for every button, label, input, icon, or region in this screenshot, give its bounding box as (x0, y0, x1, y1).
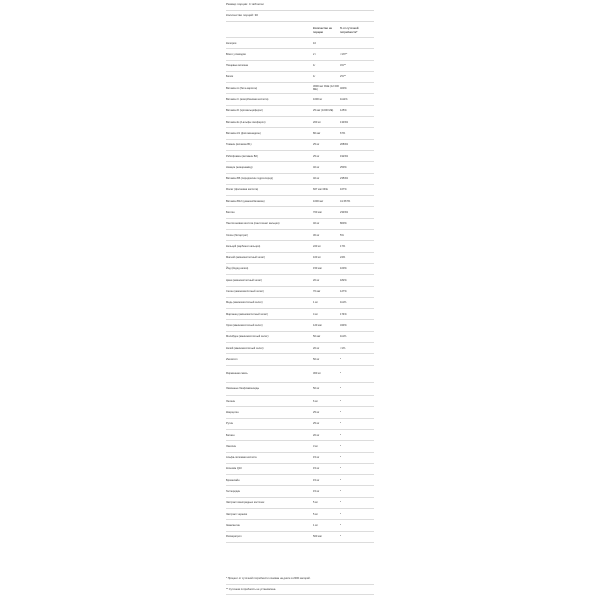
nutrient-name: Марганец (аминокислотный хелат) (226, 309, 313, 320)
daily-value-percent: 182% (340, 275, 374, 286)
daily-value-percent: * (340, 396, 374, 407)
daily-value-percent: 1923% (340, 150, 374, 161)
amount-per-serving: 3 мг (313, 441, 340, 452)
amount-per-serving: 1г (313, 60, 340, 71)
daily-value-percent: 17% (340, 241, 374, 252)
daily-value-percent: 111% (340, 297, 374, 308)
daily-value-percent: 24% (340, 252, 374, 263)
amount-per-serving: 50 мкг (313, 331, 340, 342)
amount-per-serving: 1 мг (313, 520, 340, 531)
nutrient-name: Витамин D (эргокальциферол) (226, 105, 313, 116)
table-row (226, 128, 374, 139)
amount-per-serving: 40 мг (313, 173, 340, 184)
nutrient-name: Витамин К1 (фитоменадион) (226, 128, 313, 139)
amount-per-serving: 70 мкг (313, 286, 340, 297)
table-row (226, 520, 374, 531)
nutrient-name: Витамин Е (d-альфа-токоферол) (226, 117, 313, 128)
daily-value-percent: * (340, 520, 374, 531)
nutrient-name: Бетаин (226, 430, 313, 441)
daily-value-percent: 174% (340, 309, 374, 320)
daily-value-percent: 111% (340, 331, 374, 342)
daily-value-percent: 67% (340, 128, 374, 139)
nutrient-name: Ресвератрол (226, 531, 313, 542)
amount-per-serving: 25 мг (313, 139, 340, 150)
table-row (226, 297, 374, 308)
nutrient-name: Всего углеводов (226, 49, 313, 60)
nutrient-name: Витамин А (бета-каротин) (226, 83, 313, 94)
daily-value-percent: 400% (340, 83, 374, 94)
daily-value-percent: 4%** (340, 60, 374, 71)
amount-per-serving: 500 мкг (313, 531, 340, 542)
daily-value-percent: * (340, 354, 374, 365)
amount-per-serving: 80 мкг (313, 128, 340, 139)
daily-value-percent: * (340, 509, 374, 520)
nutrient-name: Биотин (226, 207, 313, 218)
nutrient-name: Магний (аминокислотный хелат) (226, 252, 313, 263)
nutrient-name: Пантотеновая кислота (пантотенат кальция) (226, 218, 313, 229)
daily-value-percent: * (340, 475, 374, 486)
daily-value-percent: 5% (340, 230, 374, 241)
table-row (226, 263, 374, 274)
table-row (226, 173, 374, 184)
amount-per-serving: 20 мг (313, 430, 340, 441)
nutrient-name: Витамин С (аскорбиновая кислота) (226, 94, 313, 105)
amount-per-serving: 4 мг (313, 309, 340, 320)
table-row (226, 105, 374, 116)
daily-value-percent: 2353% (340, 173, 374, 184)
servings-per-container: Количество порций: 30 (226, 11, 374, 22)
nutrient-name: Инозитол (226, 354, 313, 365)
nutrient-name: Калории (226, 38, 313, 49)
amount-per-serving: 5 мг (313, 497, 340, 508)
footnote-not-established: ** Суточная потребность не установлена. (226, 585, 374, 596)
amount-per-serving: 20 мг (313, 343, 340, 354)
nutrient-name: Коэнзим Q10 (226, 463, 313, 474)
daily-value-percent: * (340, 452, 374, 463)
nutrient-name: Ниацин (ниацинамид) (226, 162, 313, 173)
daily-value-percent: 127% (340, 286, 374, 297)
daily-value-percent: * (340, 441, 374, 452)
daily-value-percent: 250% (340, 162, 374, 173)
daily-value-percent: * (340, 497, 374, 508)
column-header-name (226, 24, 313, 38)
nutrient-name: Витамин В6 (пиридоксин гидрохлорид) (226, 173, 313, 184)
table-row (226, 382, 374, 396)
amount-per-serving: 1000 мг (313, 94, 340, 105)
nutrient-name: Йод (йодид калия) (226, 263, 313, 274)
nutrient-name: Медь (аминокислотный хелат) (226, 297, 313, 308)
daily-value-percent: * (340, 382, 374, 396)
nutrient-name: Бромелайн (226, 475, 313, 486)
amount-per-serving: 150 мкг (313, 263, 340, 274)
amount-per-serving: 3600 мкг RAE (12 000 МЕ) (313, 83, 340, 94)
table-row (226, 230, 374, 241)
daily-value-percent: * (340, 531, 374, 542)
amount-per-serving: 20 мг (313, 275, 340, 286)
table-row (226, 184, 374, 195)
daily-value-percent: * (340, 430, 374, 441)
table-row (226, 252, 374, 263)
table-body (226, 38, 374, 543)
table-row (226, 94, 374, 105)
amount-per-serving: 10 (313, 38, 340, 49)
daily-value-percent: * (340, 418, 374, 429)
table-header-row (226, 24, 374, 38)
table-row (226, 275, 374, 286)
table-row (226, 320, 374, 331)
amount-per-serving: 50 мг (313, 354, 340, 365)
table-row (226, 150, 374, 161)
table-row (226, 241, 374, 252)
daily-value-percent: 125% (340, 105, 374, 116)
daily-value-percent: 1111% (340, 94, 374, 105)
amount-per-serving: 15 мг (313, 475, 340, 486)
nutrient-name: Молибден (аминокислотный хелат) (226, 331, 313, 342)
table-row (226, 196, 374, 207)
amount-per-serving: 100 мг (313, 252, 340, 263)
amount-per-serving: 1000 мкг (313, 196, 340, 207)
nutrient-name: Лютеин (226, 396, 313, 407)
nutrient-name: Фирменная смесь (226, 365, 313, 382)
table-row (226, 49, 374, 60)
table-row (226, 486, 374, 497)
amount-per-serving: 25 мкг (1000 МЕ) (313, 105, 340, 116)
amount-per-serving: 40 мг (313, 162, 340, 173)
table-row (226, 139, 374, 150)
table-row (226, 343, 374, 354)
table-row (226, 441, 374, 452)
nutrient-name: Пищевые волокна (226, 60, 313, 71)
daily-value-percent: 2083% (340, 139, 374, 150)
amount-per-serving: 220 мг (313, 241, 340, 252)
table-row (226, 354, 374, 365)
nutrient-name: Селен (аминокислотный хелат) (226, 286, 313, 297)
nutrient-name: Кальций (карбонат кальция) (226, 241, 313, 252)
nutrient-name: Цинк (аминокислотный хелат) (226, 275, 313, 286)
nutrient-name: Экстракт черники (226, 509, 313, 520)
table-row (226, 331, 374, 342)
table-row (226, 497, 374, 508)
table-row (226, 430, 374, 441)
table-row (226, 218, 374, 229)
daily-value-percent: * (340, 463, 374, 474)
table-row (226, 38, 374, 49)
daily-value-percent (340, 38, 374, 49)
amount-per-serving: 50 мг (313, 382, 340, 396)
table-row (226, 365, 374, 382)
daily-value-percent: 343% (340, 320, 374, 331)
amount-per-serving: 25 мг (313, 407, 340, 418)
nutrient-name: Хром (аминокислотный хелат) (226, 320, 313, 331)
nutrient-name: Экстракт виноградных косточек (226, 497, 313, 508)
table-row (226, 207, 374, 218)
amount-per-serving: 25 мг (313, 150, 340, 161)
nutrient-name: Альфа-липоевая кислота (226, 452, 313, 463)
amount-per-serving: 667 мкг DFE (313, 184, 340, 195)
amount-per-serving: 25 мг (313, 418, 340, 429)
daily-value-percent: 2333% (340, 207, 374, 218)
daily-value-percent: <1% (340, 343, 374, 354)
daily-value-percent: * (340, 365, 374, 382)
nutrient-name: Холин (битартрат) (226, 230, 313, 241)
table-row (226, 60, 374, 71)
footnote-daily-value: * Процент от суточной потребности основан на диете в 2000 калорий. (226, 574, 374, 585)
nutrient-name: Гесперидин (226, 486, 313, 497)
table-row (226, 452, 374, 463)
amount-per-serving: 2 г (313, 49, 340, 60)
nutrient-name: Белок (226, 71, 313, 82)
table-row (226, 509, 374, 520)
table-row (226, 407, 374, 418)
table-row (226, 117, 374, 128)
amount-per-serving: 700 мкг (313, 207, 340, 218)
serving-info (226, 0, 374, 22)
column-header-daily-value: % от суточной потребности* (340, 24, 374, 38)
column-header-amount: Количество на порцию (313, 24, 340, 38)
table-row (226, 71, 374, 82)
daily-value-percent: * (340, 407, 374, 418)
nutrient-name: Фолат (фолиевая кислота) (226, 184, 313, 195)
table-row (226, 396, 374, 407)
amount-per-serving: 200 мг (313, 117, 340, 128)
amount-per-serving: 40 мг (313, 218, 340, 229)
amount-per-serving: 15 мг (313, 486, 340, 497)
daily-value-percent: 1333% (340, 117, 374, 128)
nutrient-name: Лимонные биофлавоноиды (226, 382, 313, 396)
nutrient-name: Ликопин (226, 441, 313, 452)
amount-per-serving: 120 мкг (313, 320, 340, 331)
nutrient-name: Кверцетин (226, 407, 313, 418)
table-row (226, 309, 374, 320)
nutrient-name: Рибофлавин (витамин В2) (226, 150, 313, 161)
table-row (226, 418, 374, 429)
daily-value-percent: 167% (340, 184, 374, 195)
daily-value-percent: * (340, 486, 374, 497)
supplement-facts-table (226, 24, 374, 543)
amount-per-serving: 5 мг (313, 509, 340, 520)
table-row (226, 463, 374, 474)
table-row (226, 83, 374, 94)
footnotes (226, 574, 374, 595)
daily-value-percent: 100% (340, 263, 374, 274)
amount-per-serving: 15 мг (313, 463, 340, 474)
serving-size: Размер порции: 4 таблетки (226, 0, 374, 11)
nutrient-name: Витамин В12 (цианокобаламин) (226, 196, 313, 207)
daily-value-percent: <1%** (340, 49, 374, 60)
table-row (226, 162, 374, 173)
table-row (226, 475, 374, 486)
amount-per-serving: 15 мг (313, 452, 340, 463)
daily-value-percent: 41 667% (340, 196, 374, 207)
daily-value-percent: 800% (340, 218, 374, 229)
amount-per-serving: 300 мг (313, 365, 340, 382)
nutrient-name: Зеаксантин (226, 520, 313, 531)
nutrient-name: Калий (аминокислотный хелат) (226, 343, 313, 354)
amount-per-serving: 30 мг (313, 230, 340, 241)
nutrient-name: Тиамин (витамин В1) (226, 139, 313, 150)
amount-per-serving: 6 мг (313, 396, 340, 407)
table-row (226, 531, 374, 542)
table-row (226, 286, 374, 297)
amount-per-serving: 1г (313, 71, 340, 82)
amount-per-serving: 1 мг (313, 297, 340, 308)
nutrient-name: Рутин (226, 418, 313, 429)
daily-value-percent: 2%** (340, 71, 374, 82)
